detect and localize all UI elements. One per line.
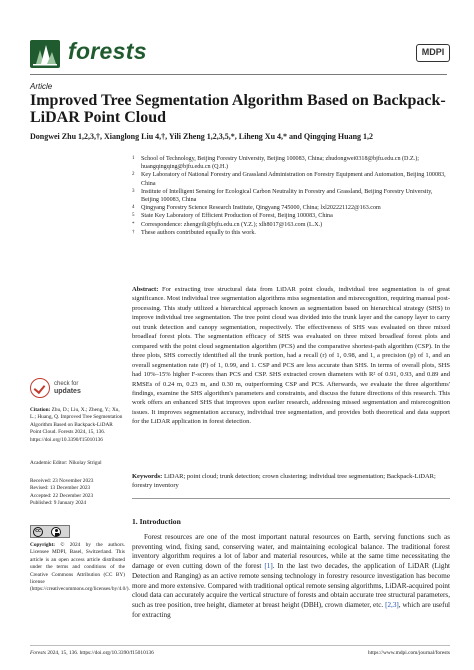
- affiliation-number: 2: [132, 172, 135, 178]
- article-type: Article: [30, 82, 53, 91]
- citation-link[interactable]: [2,3]: [385, 600, 399, 609]
- affiliation-number: 4: [132, 205, 135, 211]
- affiliation-number: 1: [132, 156, 135, 161]
- header-divider: [30, 74, 447, 75]
- citation: [30, 407, 125, 444]
- intro-text-part2: . In the last two decades, the application of LiDAR (Light Detection and Ranging) as an active remote sensing technology in forestry resource investigation has become more and more extensive. Compared with traditional optical remote sensing algorithms, LiDAR-acquired point cloud data can accurately acquire the vertical structure of forests and obtain accurate tree structural parameters, such as tree position, tree height, diameter at breast height (DBH), crown diameter, etc.: [132, 562, 451, 609]
- affiliation-item: [132, 155, 450, 171]
- footer-divider: [30, 645, 450, 646]
- correspondence: [132, 221, 450, 229]
- intro-text-part1: Forest resources are one of the most important natural resources on Earth, serving functions such as preventing wind, fixing sand, conserving water, and maintaining ecological balance. The traditional forest inventory algorithm requires a lot of labor and material resources, while at the same time necessitating the damage or even cutting down of the forest: [132, 533, 450, 571]
- abstract-label: Abstract:: [132, 286, 159, 293]
- article-title: Improved Tree Segmentation Algorithm Based on Backpack-LiDAR Point Cloud: [30, 92, 446, 126]
- equal-contribution-text: These authors contributed equally to this work.: [141, 229, 256, 236]
- footer-citation: [30, 650, 154, 656]
- affiliation-item: [132, 212, 450, 220]
- affiliation-item: [132, 188, 450, 204]
- check-updates-icon: [30, 378, 50, 398]
- section-heading-introduction: 1. Introduction: [132, 517, 181, 526]
- affiliation-text: Key Laboratory of National Forestry and Grassland Administration on Forestry Equipment and Automation, Beijing 100083, China: [141, 172, 446, 187]
- copyright: [30, 542, 130, 594]
- citation-text: Zhu, D.; Liu, X.; Zheng, Y.; Xu, L.; Huang, Q. Improved Tree Segmentation Algorithm Based on Backpack-LiDAR Point Cloud. Forests 2024, 15, 136. https://doi.org/10.3390/f15010136: [30, 407, 123, 443]
- affiliation-text: State Key Laboratory of Efficient Production of Forest, Beijing 100083, China: [141, 213, 333, 220]
- affiliation-item: [132, 171, 450, 187]
- forests-logo-icon: [30, 40, 60, 68]
- check-updates-line2: updates: [54, 388, 81, 395]
- author-list: Dongwei Zhu 1,2,3,†, Xianglong Liu 4,†, Yili Zheng 1,2,3,5,*, Liheng Xu 4,* and Qingqing Huang 1,2: [30, 132, 374, 141]
- keywords: [132, 472, 450, 491]
- affiliation-number: *: [132, 221, 135, 227]
- keywords-text: LiDAR; point cloud; trunk detection; crown clustering; individual tree segmentation; Backpack-LiDAR; forestry inventory: [132, 473, 436, 490]
- check-for-updates-button[interactable]: [30, 378, 100, 400]
- abstract-text: For extracting tree structural data from LiDAR point clouds, individual tree segmentation is of great significance. Most individual tree segmentation algorithms miss segmentation and misrecognition, requiring manual post-processing. This study utilized a hierarchical approach known as segmentation based on hierarchical strategy (SHS) to improve individual tree segmentation. The tree point cloud was divided into the trunk layer and the canopy layer to carry out trunk detection and canopy segmentation, respectively. The effectiveness of SHS was evaluated on three mixed broadleaf forest plots. The segmentation efficacy of SHS was evaluated on three mixed broadleaf forest plots and compared with the point cloud segmentation algorithm (PCS) and the comparative shortest-path algorithm (CSP). In the three plots, SHS correctly identified all the trunk portion, had a recall (r) of 1, 0.98, and 1, a precision (p) of 1, and an overall segmentation rate (F) of 1, 0.99, and 1. CSP and PCS are less accurate than SHS. In terms of overall plots, SHS had 10%–15% higher F-scores than PCS and CSP. SHS extracted crown diameters with R² of 0.91, 0.93, and 0.89 and RMSEs of 0.24 m, 0.23 m, and 0.30 m, outperforming CSP and PCS. Afterwards, we evaluate the three algorithms' findings, examine the SHS algorithm's parameters and constraints, and discuss the future directions of this research. This work offers an enhanced SHS that improves upon earlier research, addressing missed segmentation and misrecognition issues. It improves segmentation accuracy, individual tree segmentation, and provides both theoretical and data support for the LiDAR application in forest detection.: [132, 286, 450, 426]
- affiliations: [132, 155, 450, 237]
- affiliation-number: †: [132, 229, 135, 235]
- check-updates-text: [54, 381, 81, 396]
- citation-link[interactable]: [1]: [264, 562, 273, 571]
- check-updates-line1: check for: [54, 381, 79, 387]
- affiliation-number: 5: [132, 213, 135, 219]
- received-date: Received: 23 November 2023: [30, 478, 94, 484]
- footer-volume-doi[interactable]: 2024, 15, 136. https://doi.org/10.3390/f15010136: [45, 650, 154, 656]
- academic-editor: Academic Editor: Nikolay Strigul: [30, 460, 102, 466]
- mdpi-logo[interactable]: MDPI: [416, 44, 450, 62]
- keywords-label: Keywords:: [132, 473, 163, 480]
- affiliation-text: Institute of Intelligent Sensing for Ecological Carbon Neutrality in Forestry and Grassland, Beijing Forestry University, Beijing 100083, China: [141, 188, 433, 204]
- copyright-text: © 2024 by the authors. Licensee MDPI, Basel, Switzerland. This article is an open access article distributed under the terms and conditions of the Creative Commons Attribution (CC BY) license (https://creativecommons.org/licenses/by/4.0/).: [30, 542, 130, 593]
- journal-name: forests: [68, 38, 147, 64]
- affiliation-text: School of Technology, Beijing Forestry University, Beijing 100083, China; zhudongwei0318@bjfu.edu.cn (D.Z.); huangqingqing@bjfu.edu.cn (Q.H.): [141, 156, 419, 171]
- creative-commons-by-icon[interactable]: [30, 525, 70, 538]
- journal-header: [30, 38, 450, 72]
- affiliation-text: Qingyang Forestry Science Research Institute, Qingyang 745000, China; lxl202221122@163.com: [141, 205, 381, 212]
- equal-contribution-note: [132, 229, 450, 237]
- intro-text-part3: , which are useful for extracting: [132, 600, 451, 619]
- footer-journal: Forests: [30, 650, 46, 656]
- by-attribution-icon: [51, 527, 61, 537]
- introduction-paragraph: [132, 533, 450, 620]
- abstract: [132, 285, 450, 427]
- cc-icon: cc: [33, 527, 43, 537]
- copyright-label: Copyright:: [30, 542, 56, 548]
- keywords-divider: [132, 498, 450, 499]
- correspondence-text: Correspondence: zhengyili@bjfu.edu.cn (Y.Z.); xlh8017@163.com (L.X.): [141, 221, 323, 228]
- affiliation-number: 3: [132, 188, 135, 194]
- publication-dates: [30, 478, 125, 508]
- citation-label: Citation:: [30, 407, 51, 413]
- accepted-date: Accepted: 22 December 2023: [30, 492, 94, 499]
- affiliation-item: [132, 204, 450, 212]
- published-date: Published: 9 January 2024: [30, 500, 87, 507]
- footer-journal-url[interactable]: https://www.mdpi.com/journal/forests: [368, 650, 450, 656]
- revised-date: Revised: 13 December 2023: [30, 485, 91, 492]
